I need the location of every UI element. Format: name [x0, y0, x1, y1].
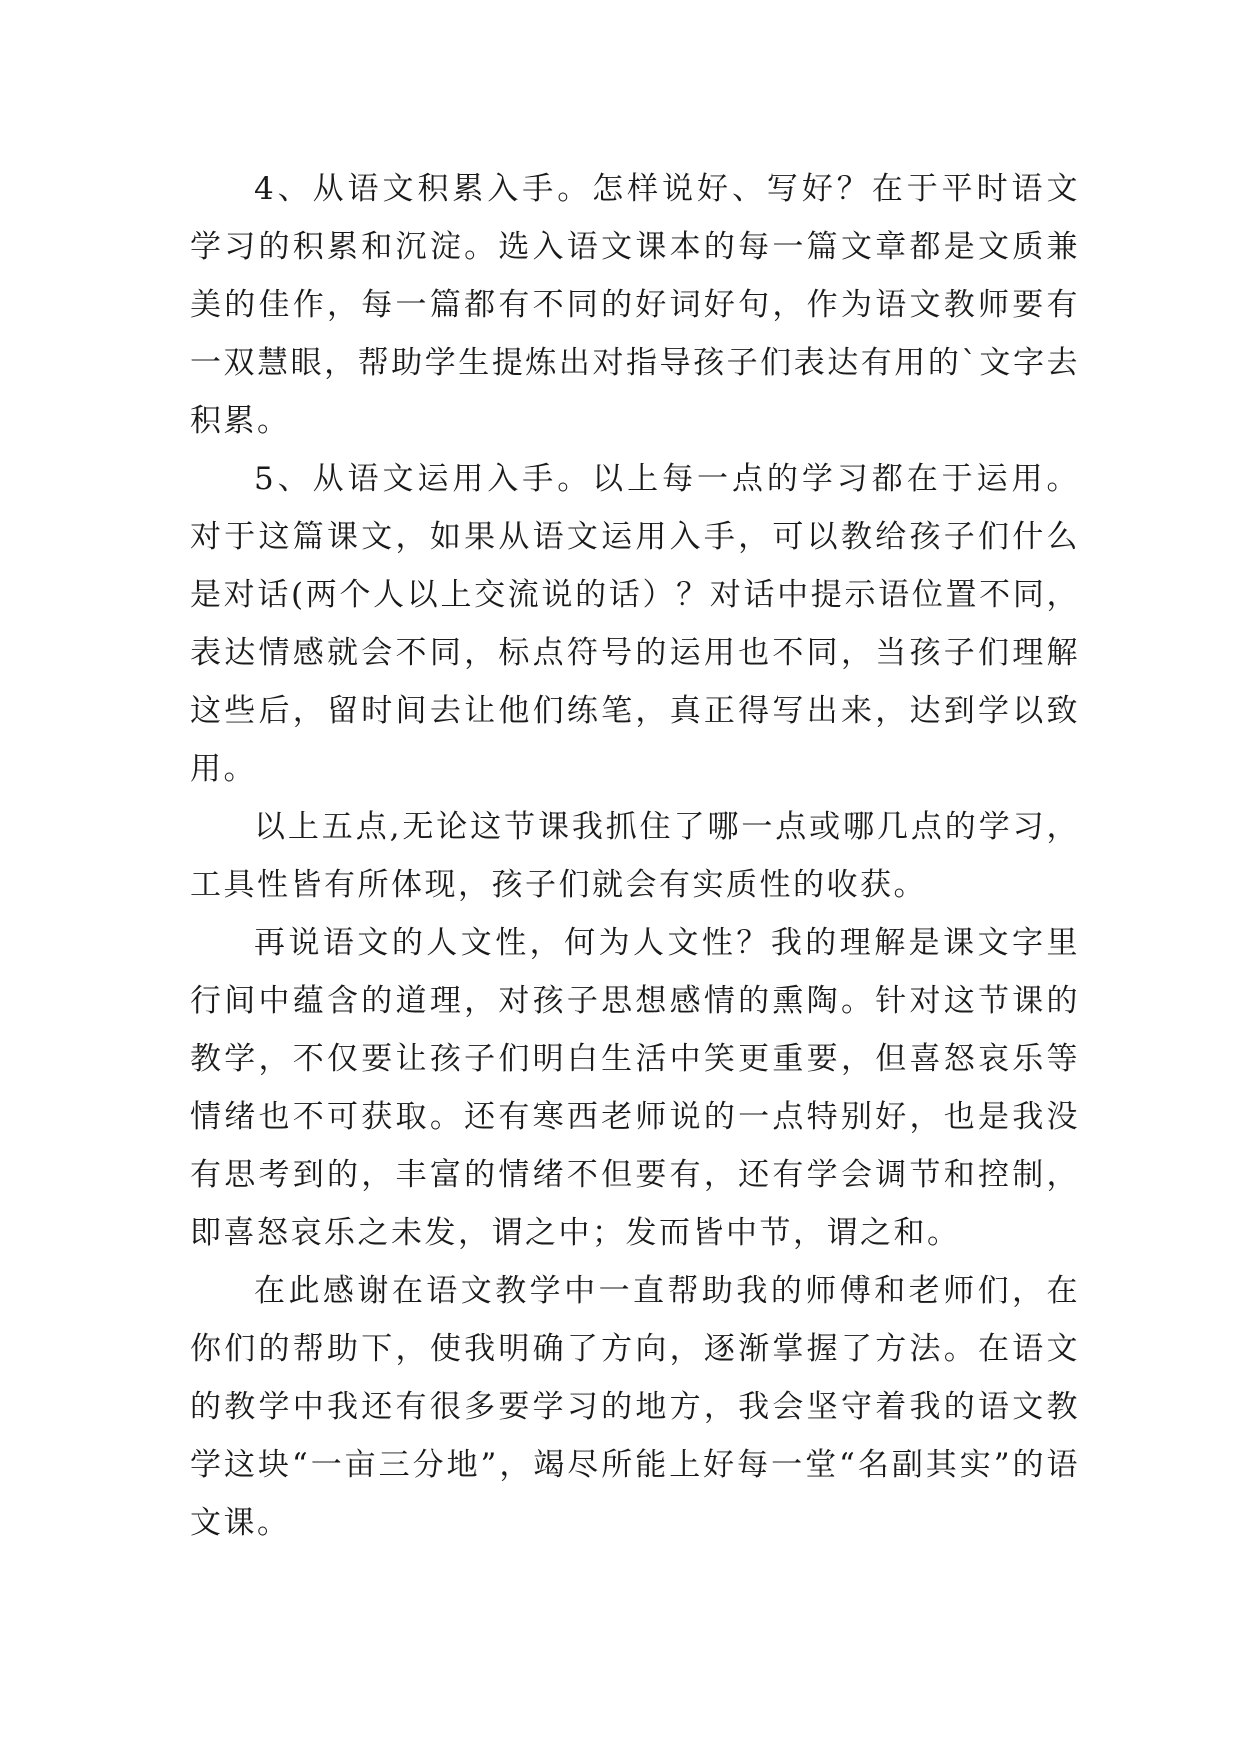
paragraph-summary: 以上五点,无论这节课我抓住了哪一点或哪几点的学习，工具性皆有所体现，孩子们就会有实质性的收获。	[190, 809, 1080, 903]
document-body	[190, 160, 1080, 1552]
paragraph-thanks: 在此感谢在语文教学中一直帮助我的师傅和老师们，在你们的帮助下，使我明确了方向，逐渐掌握了方法。在语文的教学中我还有很多要学习的地方，我会坚守着我的语文教学这块“一亩三分地”，竭尽所能上好每一堂“名副其实”的语文课。	[190, 1273, 1080, 1541]
paragraph-accumulation: 4、从语文积累入手。怎样说好、写好？在于平时语文学习的积累和沉淀。选入语文课本的每一篇文章都是文质兼美的佳作，每一篇都有不同的好词好句，作为语文教师要有一双慧眼，帮助学生提炼出对指导孩子们表达有用的`文字去积累。	[190, 171, 1080, 439]
paragraph-application: 5、从语文运用入手。以上每一点的学习都在于运用。对于这篇课文，如果从语文运用入手，可以教给孩子们什么是对话(两个人以上交流说的话）？对话中提示语位置不同，表达情感就会不同，标点符号的运用也不同，当孩子们理解这些后，留时间去让他们练笔，真正得写出来，达到学以致用。	[190, 461, 1080, 787]
paragraph-humanistic: 再说语文的人文性，何为人文性？我的理解是课文字里行间中蕴含的道理，对孩子思想感情的熏陶。针对这节课的教学，不仅要让孩子们明白生活中笑更重要，但喜怒哀乐等情绪也不可获取。还有寒西老师说的一点特别好，也是我没有思考到的，丰富的情绪不但要有，还有学会调节和控制，即喜怒哀乐之未发，谓之中；发而皆中节，谓之和。	[190, 925, 1080, 1251]
